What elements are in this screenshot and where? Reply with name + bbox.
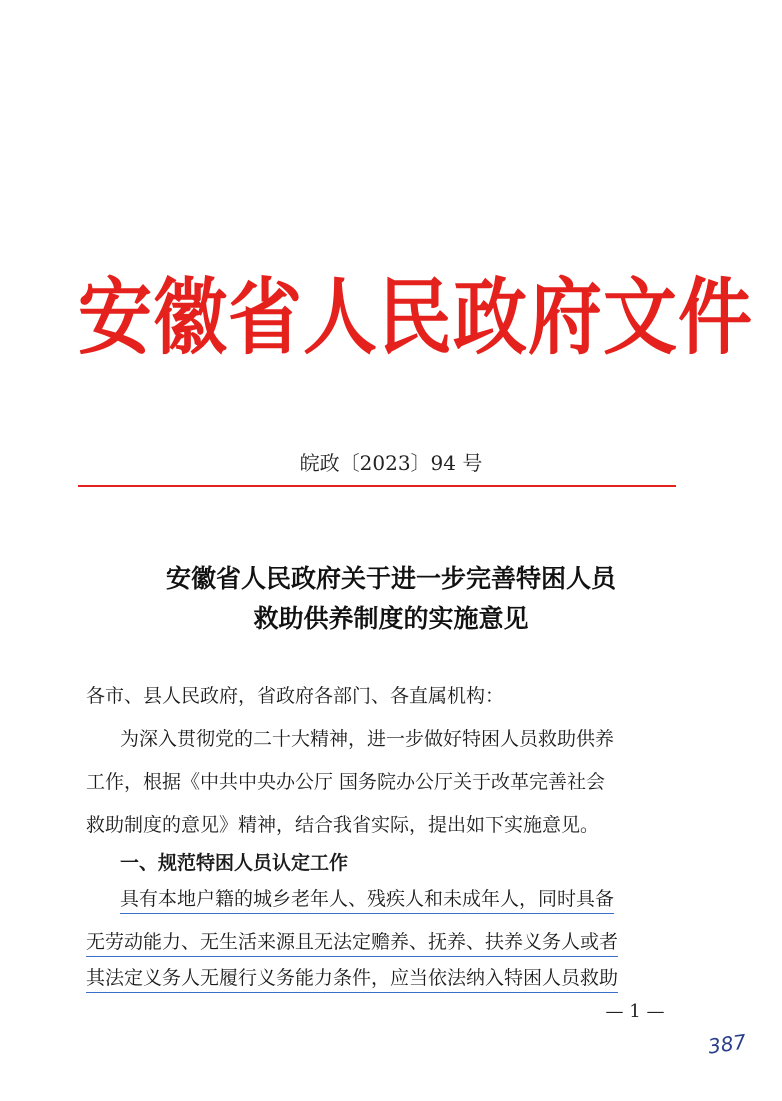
underlined-text: 具有本地户籍的城乡老年人、残疾人和未成年人，同时具备 — [120, 888, 614, 914]
intro-line-1: 为深入贯彻党的二十大精神，进一步做好特困人员救助供养 — [120, 728, 615, 750]
recipients-line: 各市、县人民政府，省政府各部门、各直属机构： — [86, 685, 505, 707]
underlined-text: 无劳动能力、无生活来源且无法定赡养、抚养、扶养义务人或者 — [86, 931, 618, 957]
section-1-line-1 — [120, 884, 686, 914]
page-number: — 1 — — [605, 1001, 665, 1022]
intro-line-2: 工作，根据《中共中央办公厅 国务院办公厅关于改革完善社会 — [86, 771, 606, 793]
underlined-text: 其法定义务人无履行义务能力条件，应当依法纳入特困人员救助 — [86, 967, 618, 993]
red-divider-line — [78, 485, 676, 487]
document-title-line-1: 安徽省人民政府关于进一步完善特困人员 — [165, 564, 616, 593]
handwritten-mark: 387 — [706, 1029, 748, 1059]
section-1-line-2 — [86, 927, 686, 957]
document-title-line-2: 救助供养制度的实施意见 — [253, 604, 529, 633]
intro-line-3: 救助制度的意见》精神，结合我省实际，提出如下实施意见。 — [86, 814, 600, 836]
section-1-line-3 — [86, 963, 686, 993]
document-number: 皖政〔2023〕94 号 — [299, 451, 483, 475]
issuer-title: 安徽省人民政府文件 — [78, 269, 753, 367]
section-1-heading: 一、规范特困人员认定工作 — [120, 852, 349, 874]
